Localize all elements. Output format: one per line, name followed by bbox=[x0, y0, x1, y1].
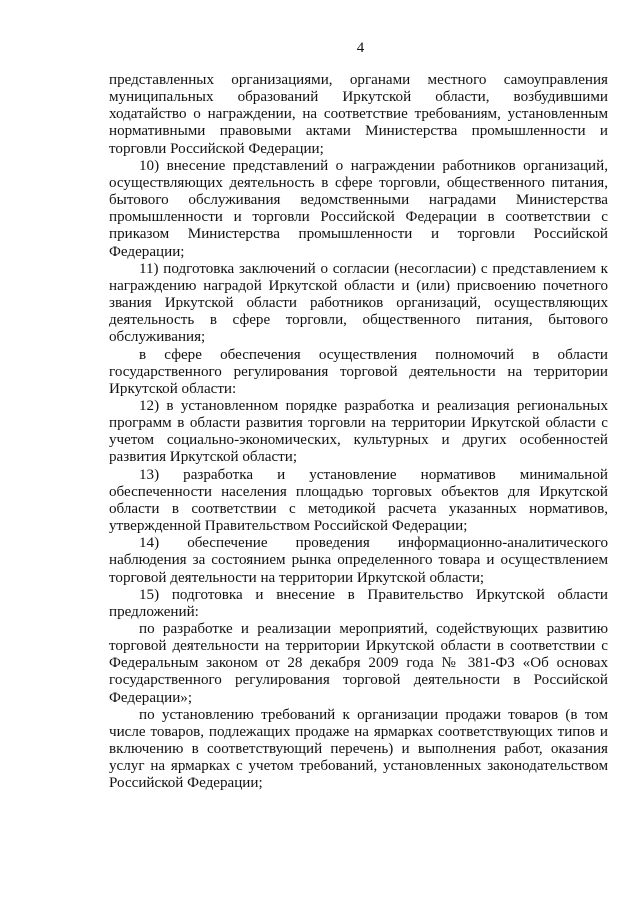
paragraph-item-12: 12) в установленном порядке разработка и реализация региональных программ в области развития торговли на территории Иркутской области с учетом социально-экономических, культурных и других особенностей развития Иркутской области; bbox=[109, 397, 608, 466]
paragraph-item-10: 10) внесение представлений о награждении работников организаций, осуществляющих деятельность в сфере торговли, общественного питания, бытового обслуживания ведомственными наградами Министерства промышленности и торговли Российской Федерации в соответствии с приказом Министерства промышленности и торговли Российской Федерации; bbox=[109, 157, 608, 260]
paragraph-item-11: 11) подготовка заключений о согласии (несогласии) с представлением к награждению наградой Иркутской области и (или) присвоению почетного звания Иркутской области работников организаций, осуществляющих деятельность в сфере торговли, общественного питания, бытового обслуживания; bbox=[109, 260, 608, 346]
paragraph-item-14: 14) обеспечение проведения информационно-аналитического наблюдения за состоянием рынка определенного товара и осуществлением торговой деятельности на территории Иркутской области; bbox=[109, 535, 608, 586]
paragraph-item-15: 15) подготовка и внесение в Правительство Иркутской области предложений: bbox=[109, 586, 608, 620]
paragraph-section-heading: в сфере обеспечения осуществления полномочий в области государственного регулирования торговой деятельности на территории Иркутской области: bbox=[109, 346, 608, 397]
paragraph-continuation: представленных организациями, органами местного самоуправления муниципальных образований Иркутской области, возбудившими ходатайство о награждении, на соответствие требованиям, установленным нормативными правовыми актами Министерства промышленности и торговли Российской Федерации; bbox=[109, 72, 608, 157]
paragraph-item-13: 13) разработка и установление нормативов минимальной обеспеченности населения площадью торговых объектов для Иркутской области в соответствии с методикой расчета указанных нормативов, утвержденной Правительством Российской Федерации; bbox=[109, 466, 608, 535]
page-number: 4 bbox=[356, 40, 365, 56]
document-body bbox=[109, 72, 608, 793]
paragraph-subitem-development: по разработке и реализации мероприятий, содействующих развитию торговой деятельности на территории Иркутской области в соответствии с Федеральным законом от 28 декабря 2009 года № 381-ФЗ «Об основах государственного регулирования торговой деятельности в Российской Федерации»; bbox=[109, 621, 608, 706]
paragraph-subitem-requirements: по установлению требований к организации продажи товаров (в том числе товаров, подлежащих продаже на ярмарках соответствующих типов и включению в соответствующий перечень) и выполнения работ, оказания услуг на ярмарках с учетом требований, установленных законодательством Российской Федерации; bbox=[109, 706, 608, 792]
